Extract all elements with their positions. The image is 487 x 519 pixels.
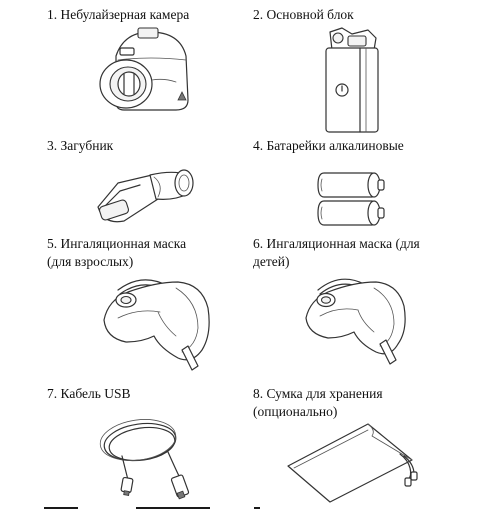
item-6-label xyxy=(253,235,420,271)
item-4-number: 4. xyxy=(253,138,264,153)
item-7-name: Кабель USB xyxy=(60,386,131,401)
item-8-number: 8. xyxy=(253,386,264,401)
item-6-name-line2: детей) xyxy=(253,254,290,269)
item-5-name: Ингаляционная маска xyxy=(60,236,187,251)
cut-off-text-fragment xyxy=(254,507,260,519)
item-1-label xyxy=(47,6,189,24)
item-5-label xyxy=(47,235,186,271)
item-1-name: Небулайзерная камера xyxy=(60,7,190,22)
item-5-name-line2: (для взрослых) xyxy=(47,254,134,269)
nebulizer-chamber-icon xyxy=(94,26,200,122)
child-mask-icon xyxy=(300,272,414,370)
mouthpiece-icon xyxy=(94,163,198,227)
item-2-number: 2. xyxy=(253,7,264,22)
item-3-number: 3. xyxy=(47,138,58,153)
item-3-name: Загубник xyxy=(60,138,114,153)
item-8-name-line2: (опционально) xyxy=(253,404,338,419)
item-7-label xyxy=(47,385,131,403)
item-2-label xyxy=(253,6,354,24)
cut-off-text-fragment xyxy=(136,507,210,519)
item-6-name: Ингаляционная маска (для xyxy=(266,236,420,251)
storage-bag-icon xyxy=(284,420,424,504)
item-2-name: Основной блок xyxy=(266,7,354,22)
item-4-name: Батарейки алкалиновые xyxy=(266,138,404,153)
item-8-name: Сумка для хранения xyxy=(266,386,383,401)
item-7-number: 7. xyxy=(47,386,58,401)
item-4-label xyxy=(253,137,404,155)
usb-cable-icon xyxy=(98,408,206,502)
item-5-number: 5. xyxy=(47,236,58,251)
item-8-label xyxy=(253,385,383,421)
main-unit-icon xyxy=(318,26,384,136)
item-1-number: 1. xyxy=(47,7,58,22)
item-3-label xyxy=(47,137,113,155)
batteries-icon xyxy=(314,157,398,231)
cut-off-text-fragment xyxy=(44,507,78,519)
adult-mask-icon xyxy=(98,272,218,376)
item-6-number: 6. xyxy=(253,236,264,251)
